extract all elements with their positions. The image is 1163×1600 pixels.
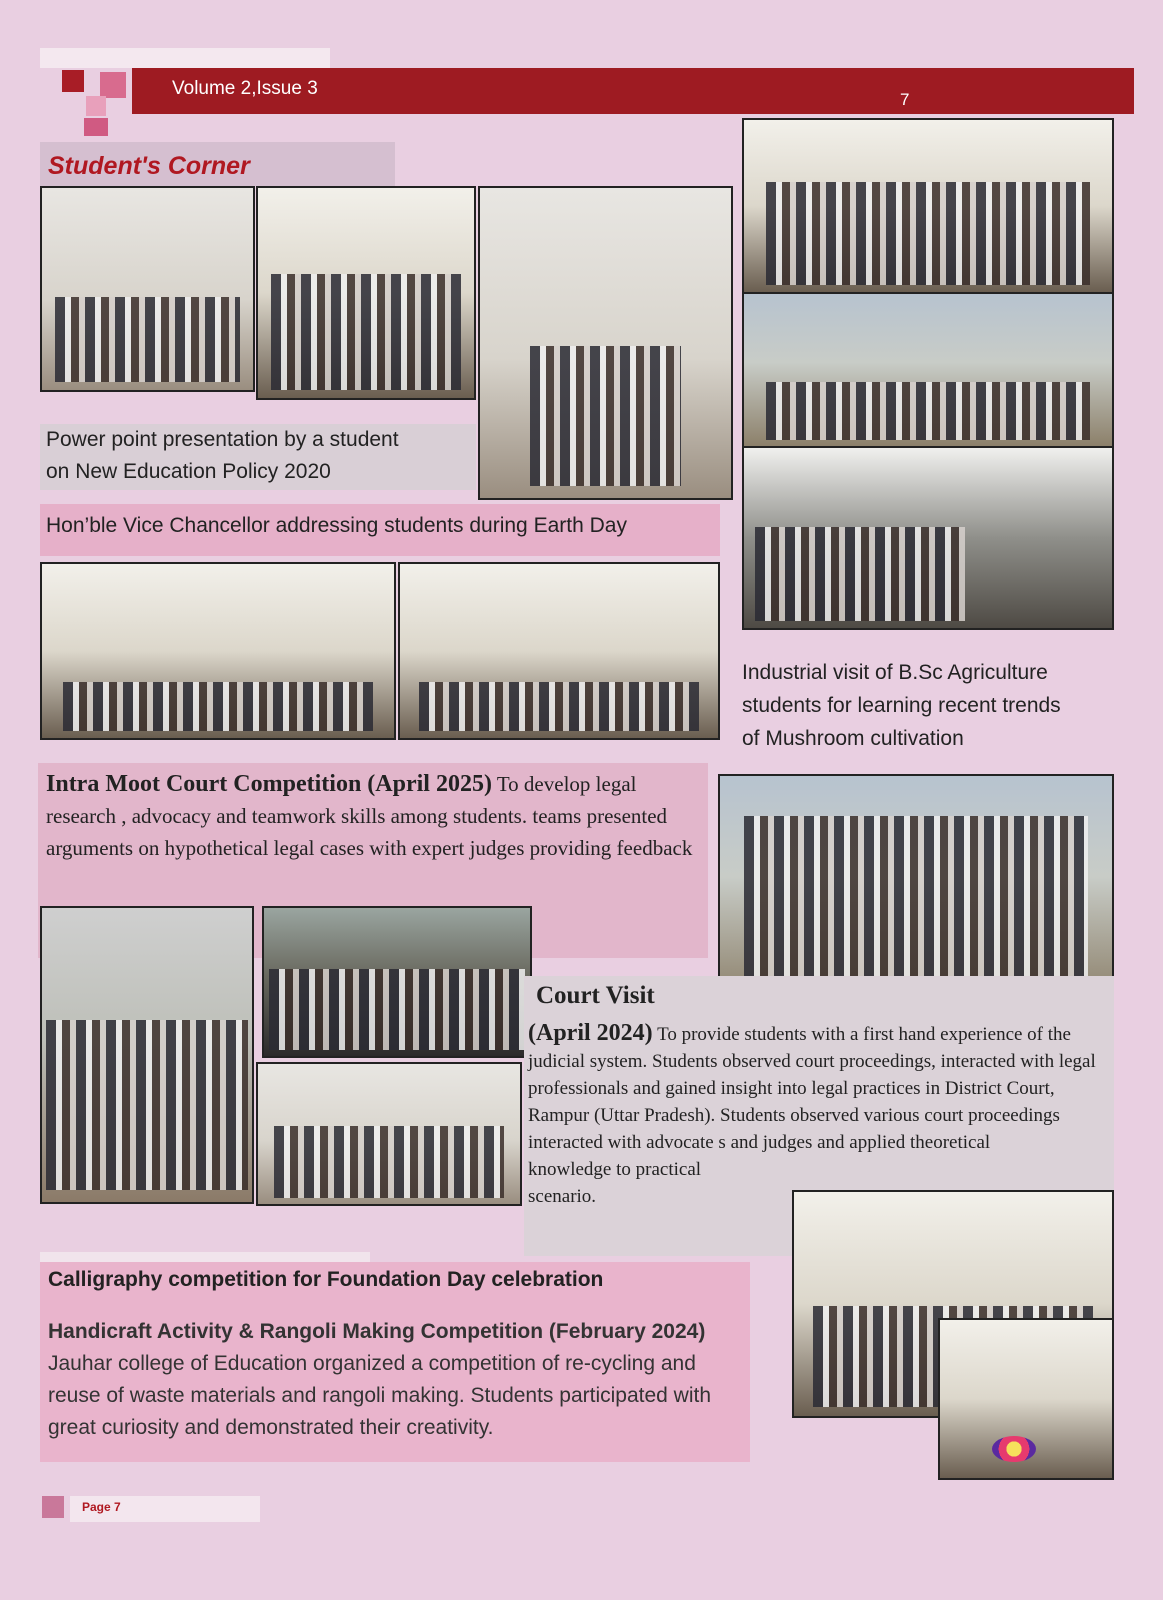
- photo-industrial-group-2: [742, 292, 1114, 448]
- photo-moot-court-2: [398, 562, 720, 740]
- photo-group-students: [256, 186, 476, 400]
- moot-court-body: To develop legal research , advocacy and teamwork skills among students. teams presented arguments on hypothetical legal cases with expert judges providing feedback: [46, 772, 693, 860]
- court-visit-date: (April 2024): [528, 1020, 653, 1046]
- header-decor-square: [84, 118, 108, 136]
- section-title: Student's Corner: [48, 152, 250, 180]
- moot-court-heading: Intra Moot Court Competition (April 2025): [46, 771, 492, 797]
- header-decor-strip: [40, 48, 330, 68]
- volume-label: Volume 2,Issue 3: [172, 78, 318, 99]
- header-decor-square: [100, 72, 126, 98]
- handicraft-text: [48, 1316, 748, 1444]
- photo-foundation-day-flags: [40, 906, 254, 1204]
- photo-mushroom-shed: [742, 446, 1114, 630]
- photo-industrial-group-1: [742, 118, 1114, 294]
- court-visit-body: To provide students with a first hand experience of the judicial system. Students observed court proceedings, interacted with legal professionals and gained insight into legal practices in District Court, Rampur (Uttar Pradesh). Students observed various court proceedings interacted with advocate s and judges and applied theoretical: [528, 1024, 1096, 1153]
- caption-ppt-line1: Power point presentation by a student: [46, 428, 399, 451]
- caption-industrial-line2: students for learning recent trends: [742, 694, 1061, 717]
- caption-industrial-line3: of Mushroom cultivation: [742, 727, 964, 750]
- photo-auditorium: [262, 906, 532, 1058]
- footer-square: [42, 1496, 64, 1518]
- caption-industrial-visit: [742, 656, 1122, 755]
- caption-vice-chancellor: Hon’ble Vice Chancellor addressing students during Earth Day: [40, 504, 720, 556]
- header-decor-square: [62, 70, 84, 92]
- photo-moot-court-1: [40, 562, 396, 740]
- court-visit-line-knowledge: knowledge to practical: [528, 1159, 702, 1180]
- header-decor-square: [86, 96, 106, 116]
- caption-ppt-line2: on New Education Policy 2020: [46, 460, 331, 483]
- caption-ppt: [40, 424, 476, 490]
- court-visit-line-scenario: scenario.: [528, 1186, 597, 1207]
- photo-vice-chancellor: [478, 186, 733, 500]
- photo-ppt-presentation: [40, 186, 255, 392]
- photo-court-visit: [718, 774, 1114, 1002]
- court-visit-text: [528, 1020, 1098, 1210]
- page-number-top: 7: [900, 90, 910, 109]
- handicraft-body: Jauhar college of Education organized a competition of re-cycling and reuse of waste materials and rangoli making. Students participated with great curiosity and demonstrated their creativity.: [48, 1352, 712, 1439]
- rangoli-icon: [992, 1436, 1036, 1462]
- photo-rangoli: [938, 1318, 1114, 1480]
- handicraft-heading: Handicraft Activity & Rangoli Making Competition (February 2024): [48, 1320, 706, 1343]
- footer-page-label: Page 7: [82, 1500, 121, 1514]
- court-visit-heading: Court Visit: [536, 982, 655, 1009]
- caption-industrial-line1: Industrial visit of B.Sc Agriculture: [742, 661, 1048, 684]
- moot-court-text: [46, 768, 706, 864]
- calligraphy-caption: Calligraphy competition for Foundation Day celebration: [48, 1268, 604, 1291]
- photo-calligraphy: [256, 1062, 522, 1206]
- calligraphy-decor-strip: [40, 1252, 370, 1262]
